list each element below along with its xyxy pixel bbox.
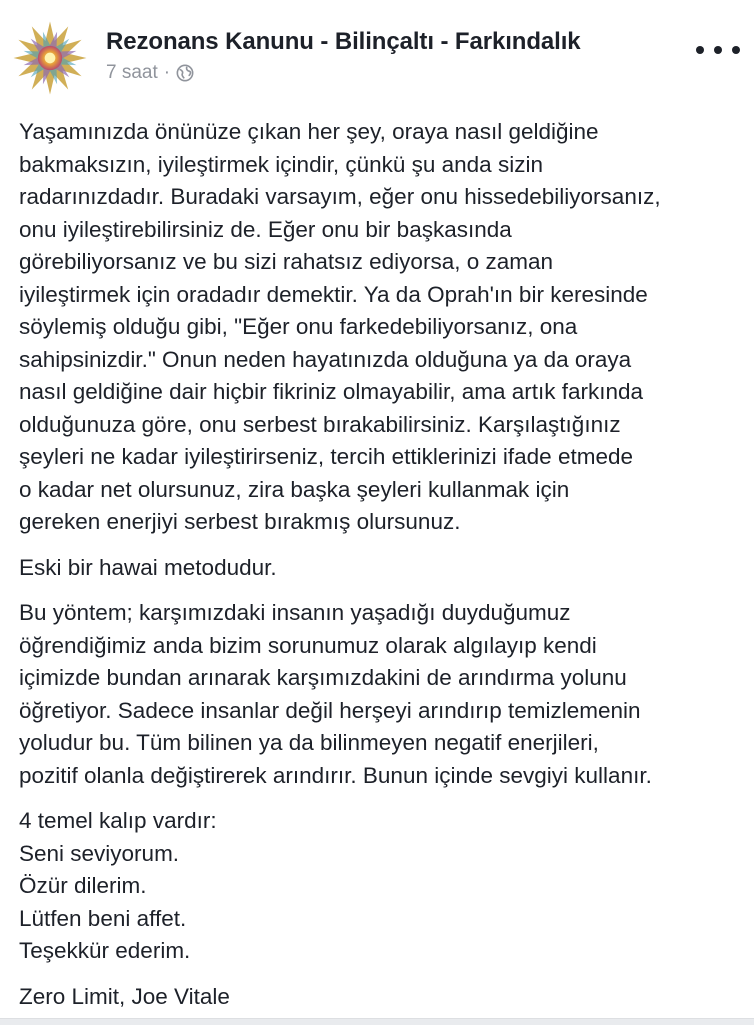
- post-paragraph: Yaşamınızda önünüze çıkan her şey, oraya nasıl geldiğine bakmaksızın, iyileştirmek içindir, çünkü şu anda sizin radarınızdadır. Buradaki varsayım, eğer onu hissedebiliyorsanız, onu iyileştirebilirsiniz de. Eğer onu bir başkasında görebiliyorsanız ve bu sizi rahatsız ediyorsa, o zaman iyileştirmek için oradadır demektir. Ya da Oprah'ın bir keresinde söylemiş olduğu gibi, "Eğer onu farkedebiliyorsanız, ona sahipsinizdir." Onun neden hayatınızda olduğuna ya da oraya nasıl geldiğine dair hiçbir fikriniz olmayabilir, ama artık farkında olduğunuza göre, onu serbest bırakabilirsiniz. Karşılaştığınız şeyleri ne kadar iyileştirirseniz, tercih ettiklerinizi ifade etmede o kadar net olursunuz, zira başka şeyleri kullanmak için gereken enerjiyi serbest bırakmış olursunuz.: [19, 119, 661, 534]
- page-name[interactable]: Rezonans Kanunu - Bilinçaltı - Farkındalık: [106, 28, 581, 55]
- globe-icon[interactable]: [176, 64, 194, 82]
- post-paragraph: Eski bir hawai metodudur.: [19, 554, 277, 580]
- more-options-icon: [696, 46, 704, 54]
- more-options-icon: [714, 46, 722, 54]
- post-body: [19, 116, 741, 1026]
- page-avatar[interactable]: [12, 20, 88, 96]
- post-meta: [106, 60, 194, 86]
- more-options-icon: [732, 46, 740, 54]
- post-paragraph: Zero Limit, Joe Vitale: [19, 983, 230, 1009]
- post-timestamp[interactable]: 7 saat: [106, 62, 158, 83]
- post-paragraph: 4 temel kalıp vardır: Seni seviyorum. Özür dilerim. Lütfen beni affet. Teşekkür ederim.: [19, 808, 217, 963]
- post-header: [0, 0, 754, 100]
- more-options-button[interactable]: [696, 38, 740, 62]
- post-paragraph: Bu yöntem; karşımızdaki insanın yaşadığı duyduğumuz öğrendiğimiz anda bizim sorunumuz olarak algılayıp kendi içimizde bundan arınarak karşımızdakini de arındırma yolunu öğretiyor. Sadece insanlar değil herşeyi arındırıp temizlemenin yoludur bu. Tüm bilinen ya da bilinmeyen negatif enerjileri, pozitif olanla değiştirerek arındırır. Bunun içinde sevgiyi kullanır.: [19, 600, 652, 788]
- meta-separator: ·: [163, 62, 171, 83]
